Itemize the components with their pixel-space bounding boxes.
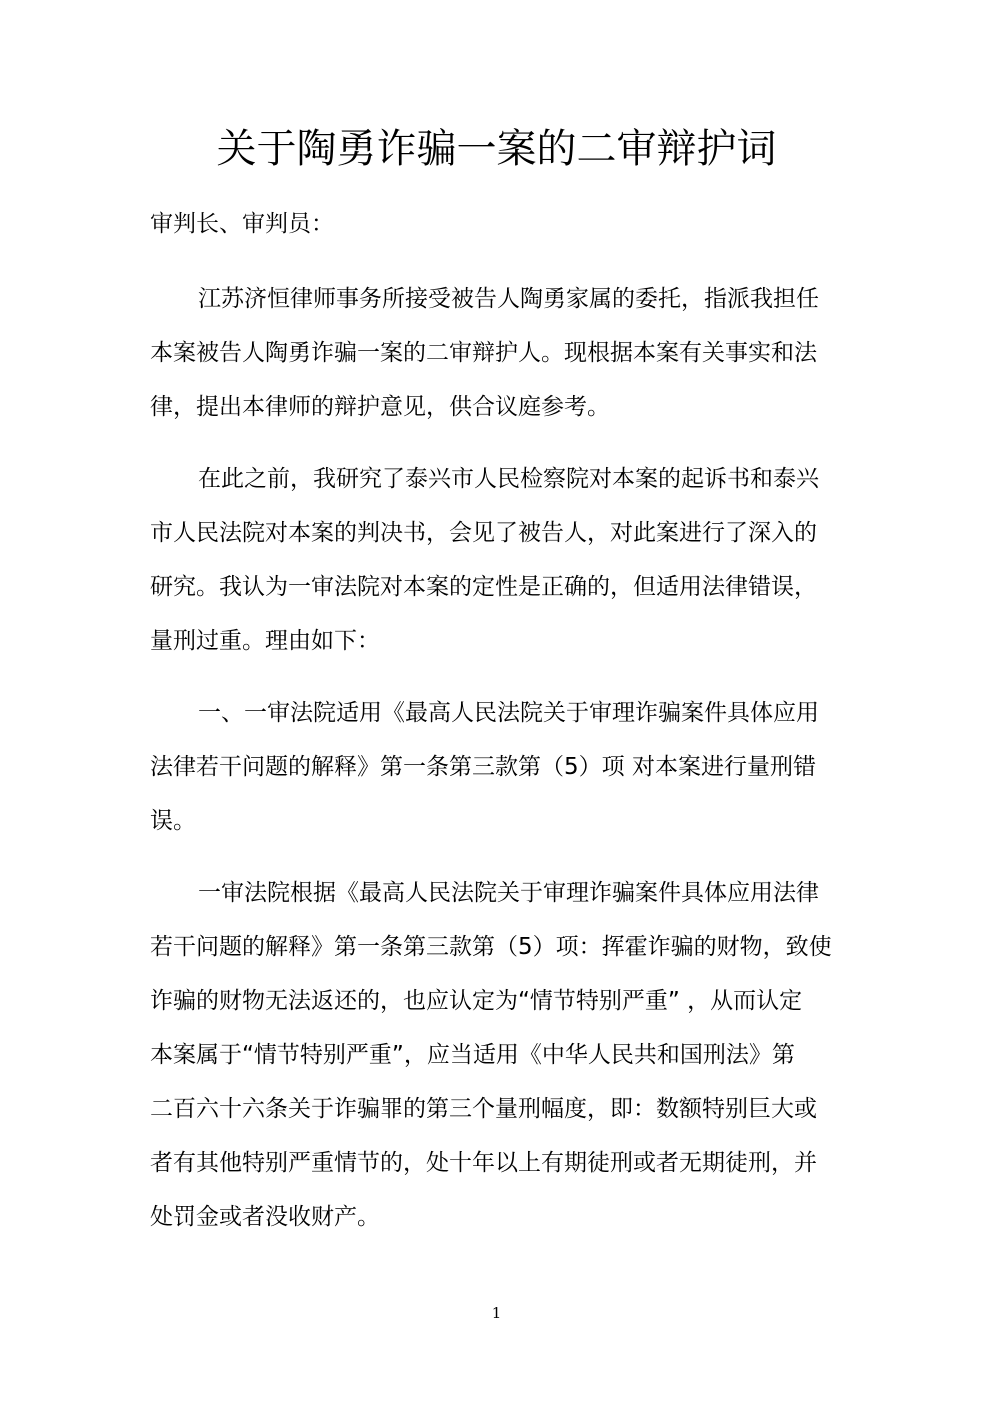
paragraph-line: 研究。我认为一审法院对本案的定性是正确的，但适用法律错误， [150, 574, 817, 600]
paragraph-line: 一、一审法院适用《最高人民法院关于审理诈骗案件具体应用 [198, 700, 819, 726]
paragraph-line: 诈骗的财物无法返还的，也应认定为“情节特别严重” ，从而认定 [150, 988, 803, 1014]
paragraph-line: 误。 [150, 808, 196, 834]
paragraph-line: 本案被告人陶勇诈骗一案的二审辩护人。现根据本案有关事实和法 [150, 340, 817, 366]
paragraph-research [150, 452, 840, 668]
paragraph-line: 者有其他特别严重情节的，处十年以上有期徒刑或者无期徒刑，并 [150, 1150, 817, 1176]
paragraph-line: 二百六十六条关于诈骗罪的第三个量刑幅度，即：数额特别巨大或 [150, 1096, 817, 1122]
paragraph-line: 一审法院根据《最高人民法院关于审理诈骗案件具体应用法律 [198, 880, 819, 906]
salutation: 审判长、审判员： [150, 211, 334, 237]
paragraph-line: 本案属于“情节特别严重”，应当适用《中华人民共和国刑法》第 [150, 1042, 795, 1068]
paragraph-line: 法律若干问题的解释》第一条第三款第（5）项 对本案进行量刑错 [150, 754, 816, 780]
paragraph-line: 律，提出本律师的辩护意见，供合议庭参考。 [150, 394, 610, 420]
paragraph-line: 量刑过重。理由如下： [150, 628, 380, 654]
paragraph-point-one-heading [150, 686, 840, 848]
paragraph-line: 市人民法院对本案的判决书，会见了被告人，对此案进行了深入的 [150, 520, 817, 546]
paragraph-point-one-detail [150, 866, 840, 1244]
page-number: 1 [491, 1304, 502, 1322]
paragraph-line: 江苏济恒律师事务所接受被告人陶勇家属的委托，指派我担任 [198, 286, 819, 312]
paragraph-engagement [150, 272, 840, 434]
paragraph-line: 处罚金或者没收财产。 [150, 1204, 380, 1230]
paragraph-line: 若干问题的解释》第一条第三款第（5）项：挥霍诈骗的财物，致使 [150, 934, 832, 960]
paragraph-line: 在此之前，我研究了泰兴市人民检察院对本案的起诉书和泰兴 [198, 466, 819, 492]
document-title: 关于陶勇诈骗一案的二审辩护词 [216, 126, 777, 172]
